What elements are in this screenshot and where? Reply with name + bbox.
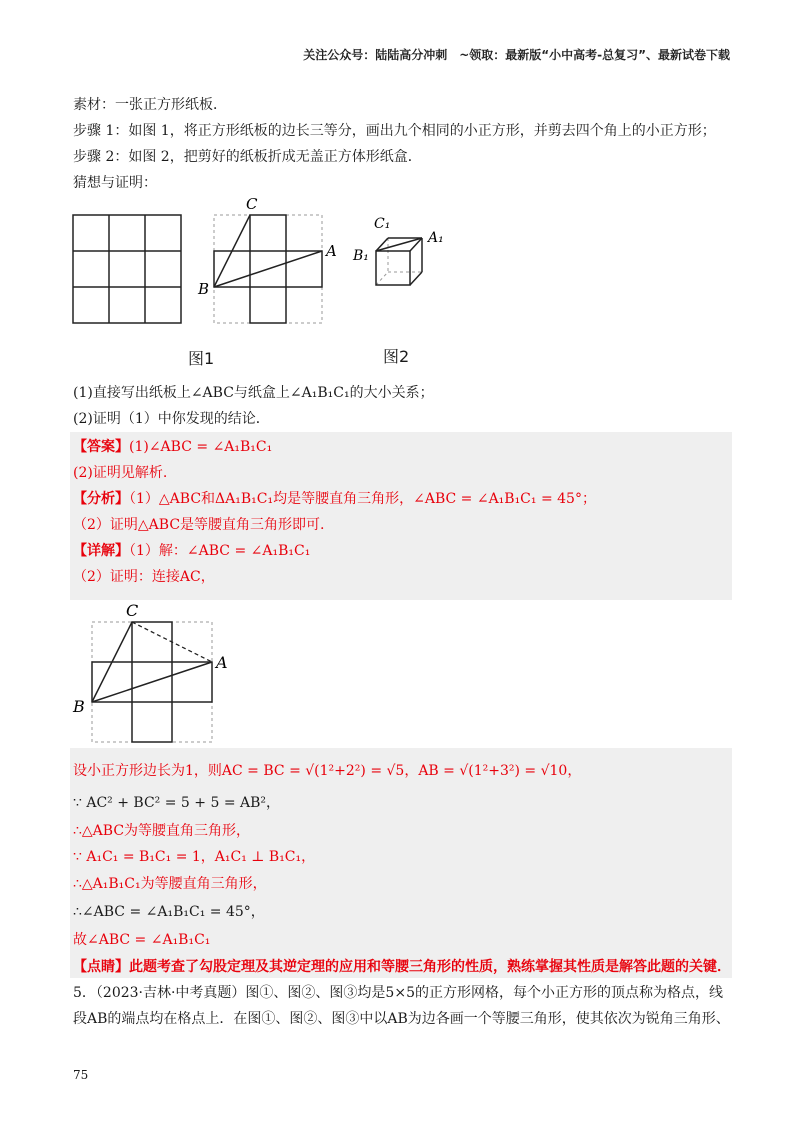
next-problem-line-1: 5．（2023·吉林·中考真题）图①、图②、图③均是5×5的正方形网格，每个小正方形的顶点称为格点，线 [73,985,723,1001]
comment-line [73,957,731,977]
detail-tag: 【详解】 [73,543,129,559]
label-A1: A₁ [428,230,444,246]
label-B: B [198,280,210,298]
solution-label-A: A [216,653,228,672]
label-C1: C₁ [374,216,391,232]
calc-4: ∵ A₁C₁ = B₁C₁ = 1，A₁C₁ ⊥ B₁C₁， [73,849,316,865]
answer-line-1 [73,437,272,457]
solution-label-C: C [126,601,139,620]
figure-cube [352,208,452,298]
calc-4-wrap [73,847,315,867]
detail-1: （1）解：∠ABC = ∠A₁B₁C₁ [129,543,311,559]
calc-3: ∴△ABC为等腰直角三角形， [73,823,251,839]
figure-1-grid [70,212,186,328]
question-2: (2)证明（1）中你发现的结论． [73,411,270,427]
conjecture-line: 猜想与证明： [73,175,157,191]
question-1: (1)直接写出纸板上∠ABC与纸盒上∠A₁B₁C₁的大小关系； [73,385,434,401]
step2-line: 步骤 2：如图 2，把剪好的纸板折成无盖正方体形纸盒． [73,149,422,165]
analysis-line-1 [73,489,596,509]
label-A: A [326,242,337,260]
answer-tag: 【答案】 [73,439,129,455]
label-C: C [246,195,258,213]
figure-2-net [196,194,346,328]
fig1-caption: 图1 [188,349,215,368]
fig2-caption: 图2 [383,347,410,366]
page-number: 75 [73,1068,89,1082]
page-header: 关注公众号：陆陆高分冲刺 ~领取：最新版“小中高考-总复习”、最新试卷下载 [303,48,730,62]
label-B1: B₁ [353,248,369,264]
step1-line: 步骤 1：如图 1，将正方形纸板的边长三等分，画出九个相同的小正方形，并剪去四个角上的小正方形； [73,123,716,139]
analysis-1: （1）△ABC和ΔA₁B₁C₁均是等腰直角三角形，∠ABC = ∠A₁B₁C₁ = 45°； [129,491,596,507]
calc-6: ∴∠ABC = ∠A₁B₁C₁ = 45°， [73,904,265,920]
calc-1: 设小正方形边长为1，则AC = BC = √(1²+2²) = √5，AB = √(1²+3²) = √10， [73,763,582,779]
answer-2: (2)证明见解析. [73,465,168,481]
detail-2: （2）证明：连接AC， [73,569,215,585]
detail-line-1 [73,541,310,561]
calc-2: ∵ AC² + BC² = 5 + 5 = AB²， [73,795,281,811]
solution-label-B: B [73,697,85,716]
next-problem-line-2: 段AB的端点均在格点上．在图①、图②、图③中以AB为边各画一个等腰三角形，使其依次为锐角三角形、 [73,1011,730,1027]
analysis-tag: 【分析】 [73,491,129,507]
analysis-2: （2）证明△ABC是等腰直角三角形即可. [73,517,325,533]
comment-text: 此题考查了勾股定理及其逆定理的应用和等腰三角形的性质，熟练掌握其性质是解答此题的关键． [129,959,731,975]
answer-1: (1)∠ABC = ∠A₁B₁C₁ [129,439,273,455]
solution-figure [70,600,230,748]
calc-5: ∴△A₁B₁C₁为等腰直角三角形， [73,876,267,892]
material-line: 素材：一张正方形纸板． [73,97,227,113]
calc-7: 故∠ABC = ∠A₁B₁C₁ [73,932,211,948]
comment-tag: 【点睛】 [73,959,129,975]
